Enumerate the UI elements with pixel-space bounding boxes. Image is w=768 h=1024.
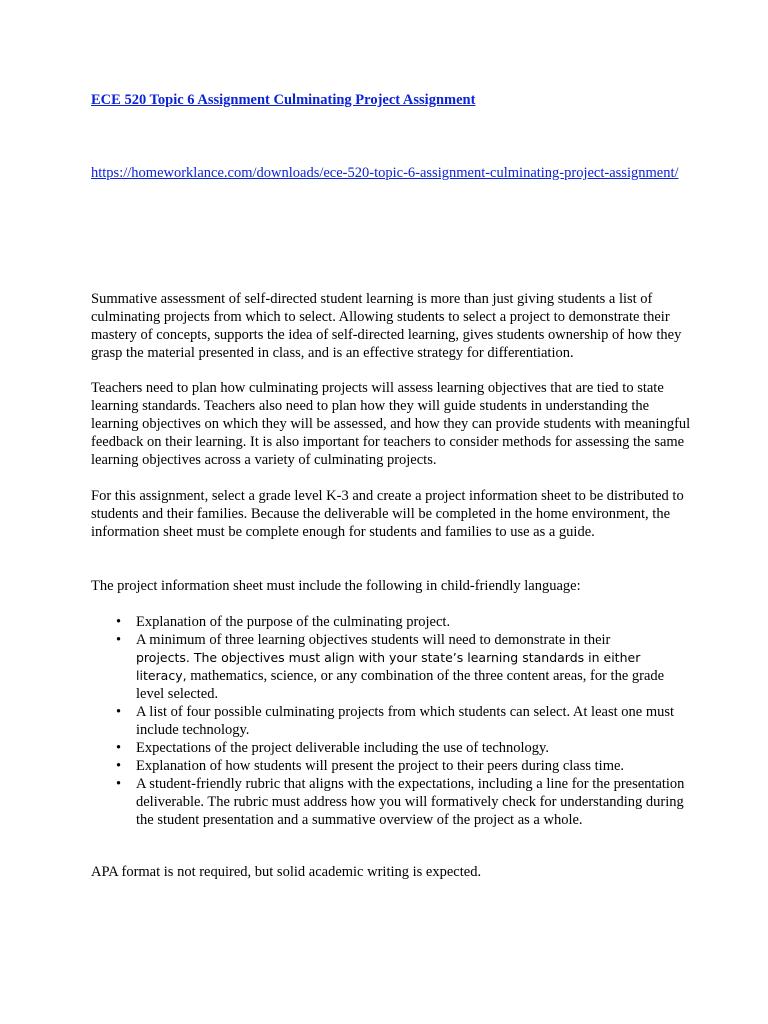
bullet-marker: • [116,704,122,720]
assignment-paragraph: For this assignment, select a grade level K-3 and create a project information sheet to be distributed to students and their families. Because the deliverable will be completed in the home environment, the information sheet must be complete enough for students and families to use as a guide. [91,488,684,540]
list-item-text: A minimum of three learning objectives students will need to demonstrate in their [136,632,611,648]
download-url-link[interactable]: https://homeworklance.com/downloads/ece-520-topic-6-assignment-culminating-project-assignment/ [91,165,679,181]
requirements-list [91,613,691,829]
list-item-text: A list of four possible culminating projects from which students can select. At least one must include technology. [136,704,675,738]
list-item [91,613,691,631]
list-item [91,739,691,757]
list-item-text: A student-friendly rubric that aligns with the expectations, including a line for the presentation deliverable. The rubric must address how you will formatively check for understanding during the student presentation and a summative overview of the project as a whole. [136,776,685,828]
list-item-text-alt-font: projects. The objectives must align with your state’s learning standards in either literacy, [136,650,641,683]
list-item [91,703,691,739]
list-item-text: Expectations of the project deliverable including the use of technology. [136,740,549,756]
bullet-marker: • [116,614,122,630]
planning-paragraph: Teachers need to plan how culminating projects will assess learning objectives that are tied to state learning standards. Teachers also need to plan how they will guide students in understanding the learning objectives on which they will be assessed, and how they can provide students with meaningful feedback on their learning. It is also important for teachers to consider methods for assessing the same learning objectives across a variety of culminating projects. [91,380,691,468]
bullet-marker: • [116,632,122,648]
intro-paragraph: Summative assessment of self-directed student learning is more than just giving students a list of culminating projects from which to select. Allowing students to select a project to demonstrate their mastery of concepts, supports the idea of self-directed learning, gives students ownership of how they grasp the material presented in class, and is an effective strategy for differentiation. [91,291,682,361]
list-item-text: Explanation of how students will present the project to their peers during class time. [136,758,625,774]
list-item [91,631,691,703]
list-item [91,757,691,775]
list-item [91,775,691,829]
bullet-marker: • [116,776,122,792]
list-item-text: Explanation of the purpose of the culminating project. [136,614,451,630]
list-item-text: mathematics, science, or any combination of the three content areas, for the grade level selected. [136,668,665,702]
closing-paragraph: APA format is not required, but solid academic writing is expected. [91,864,482,880]
bullet-marker: • [116,740,122,756]
requirements-intro: The project information sheet must include the following in child-friendly language: [91,578,581,594]
assignment-title-link[interactable]: ECE 520 Topic 6 Assignment Culminating Project Assignment [91,92,476,108]
bullet-marker: • [116,758,122,774]
